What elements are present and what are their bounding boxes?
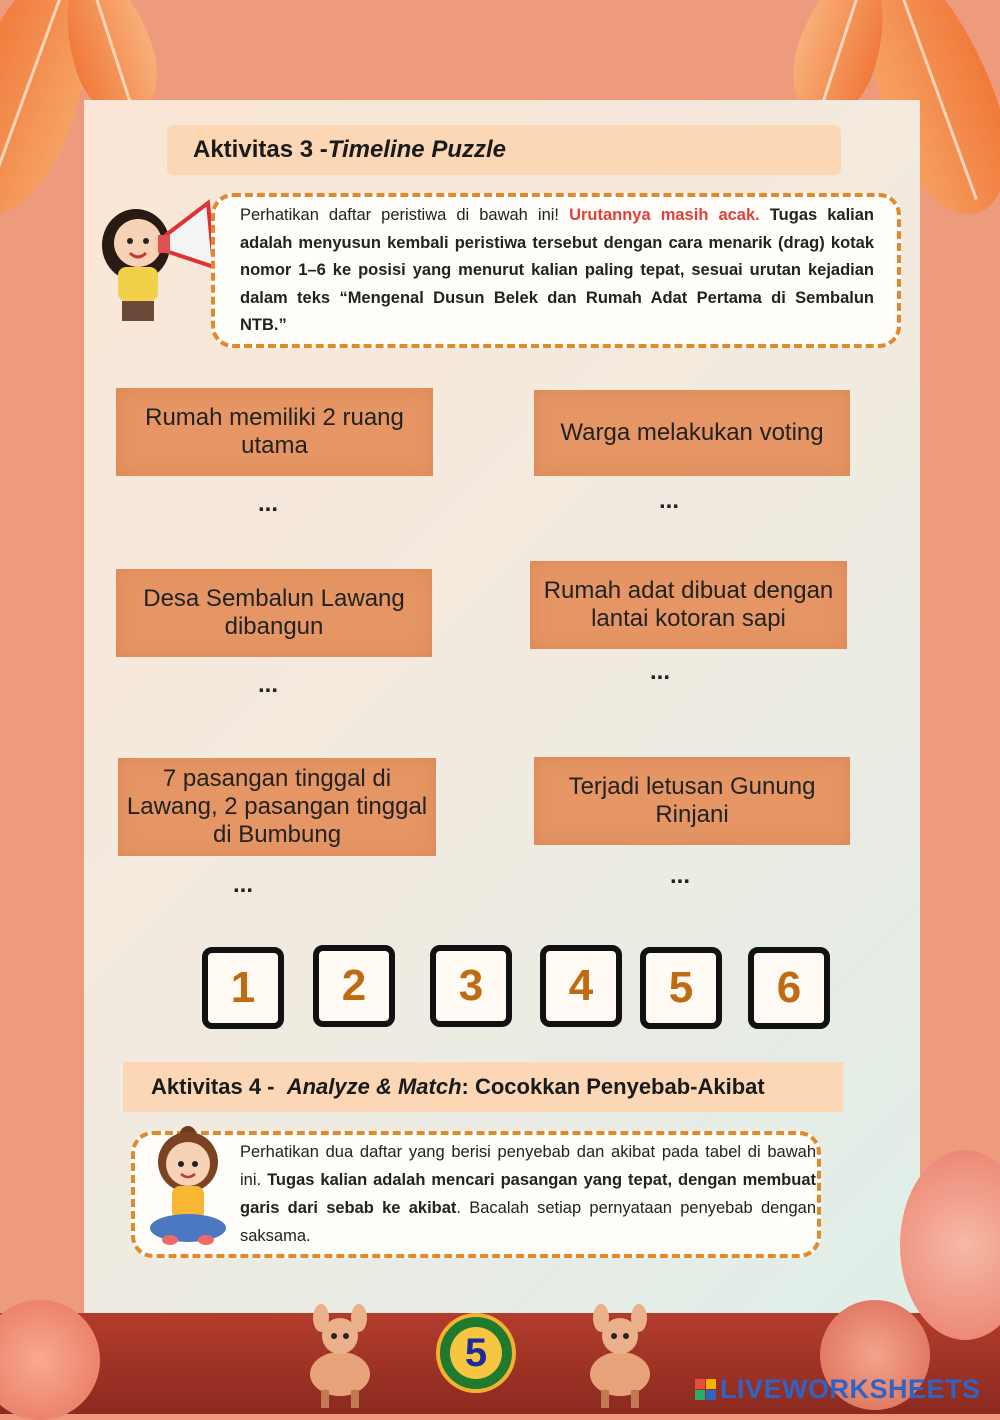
event-card — [116, 388, 433, 476]
event-card — [530, 561, 847, 649]
answer-slot[interactable]: ... — [650, 658, 671, 685]
girl-sitting-icon — [148, 1124, 228, 1252]
page-number: 5 — [450, 1327, 502, 1379]
number-tile-6[interactable]: 6 — [748, 947, 830, 1029]
number-tile-2[interactable]: 2 — [313, 945, 395, 1027]
event-card-text: Terjadi letusan Gunung Rinjani — [568, 773, 816, 828]
activity4-title-rest: : Cocokkan Penyebab-Akibat — [461, 1074, 765, 1099]
answer-slot[interactable]: ... — [233, 871, 254, 898]
activity4-instruction-text — [240, 1138, 816, 1250]
activity4-title — [123, 1062, 843, 1112]
instruction-text-bold: Tugas kalian adalah menyusun kembali peristiwa tersebut dengan cara menarik (drag) kotak nomor 1–6 ke posisi yang menurut kalian paling tepat, sesuai urutan kejadian dalam teks “Mengenal Dusun Belek dan Rumah Adat Pertama di Sembalun NTB.” — [240, 206, 874, 334]
activity4-title-italic: Analyze & Match — [286, 1074, 462, 1099]
event-card — [534, 757, 850, 845]
instruction-text-bold: Tugas kalian adalah mencari pasangan yang tepat, dengan membuat garis dari sebab ke akibat — [240, 1171, 816, 1217]
brand-text: LIVEWORKSHEETS — [720, 1374, 981, 1404]
event-card-text: Warga melakukan voting — [560, 419, 824, 446]
number-tile-5[interactable]: 5 — [640, 947, 722, 1029]
liveworksheets-logo — [695, 1374, 981, 1405]
event-card — [116, 569, 432, 657]
number-tile-1[interactable]: 1 — [202, 947, 284, 1029]
event-card-text: 7 pasangan tinggal di Lawang, 2 pasangan tinggal di Bumbung — [126, 765, 428, 848]
instruction-text-normal: Perhatikan daftar peristiwa di bawah ini! — [240, 206, 570, 224]
number-tile-4[interactable]: 4 — [540, 945, 622, 1027]
activity3-title-prefix: Aktivitas 3 - — [193, 136, 328, 163]
event-card-text: Rumah memiliki 2 ruang utama — [145, 404, 404, 459]
event-card — [534, 390, 850, 476]
answer-slot[interactable]: ... — [258, 671, 279, 698]
instruction-text-normal: . Bacalah setiap pernyataan penyebab dengan saksama. — [240, 1199, 817, 1245]
event-card — [118, 758, 436, 856]
number-tile-3[interactable]: 3 — [430, 945, 512, 1027]
answer-slot[interactable]: ... — [670, 862, 691, 889]
liveworksheets-logo-icon — [695, 1379, 716, 1400]
activity3-title-italic: Timeline Puzzle — [327, 136, 506, 163]
activity3-instruction-text — [240, 202, 874, 340]
answer-slot[interactable]: ... — [258, 490, 279, 517]
event-card-text: Desa Sembalun Lawang dibangun — [143, 585, 405, 640]
event-card-text: Rumah adat dibuat dengan lantai kotoran sapi — [543, 577, 834, 632]
instruction-text-highlight: Urutannya masih acak. — [569, 206, 760, 224]
instruction-text-normal: Perhatikan dua daftar yang berisi penyebab dan akibat pada tabel di bawah ini. — [240, 1143, 816, 1189]
deer-icon — [575, 1296, 665, 1408]
deer-icon — [295, 1296, 385, 1408]
girl-megaphone-icon — [96, 185, 221, 325]
activity4-title-prefix: Aktivitas 4 - — [151, 1074, 287, 1099]
answer-slot[interactable]: ... — [659, 487, 680, 514]
activity3-title — [167, 125, 841, 175]
page-number-badge — [436, 1313, 516, 1393]
